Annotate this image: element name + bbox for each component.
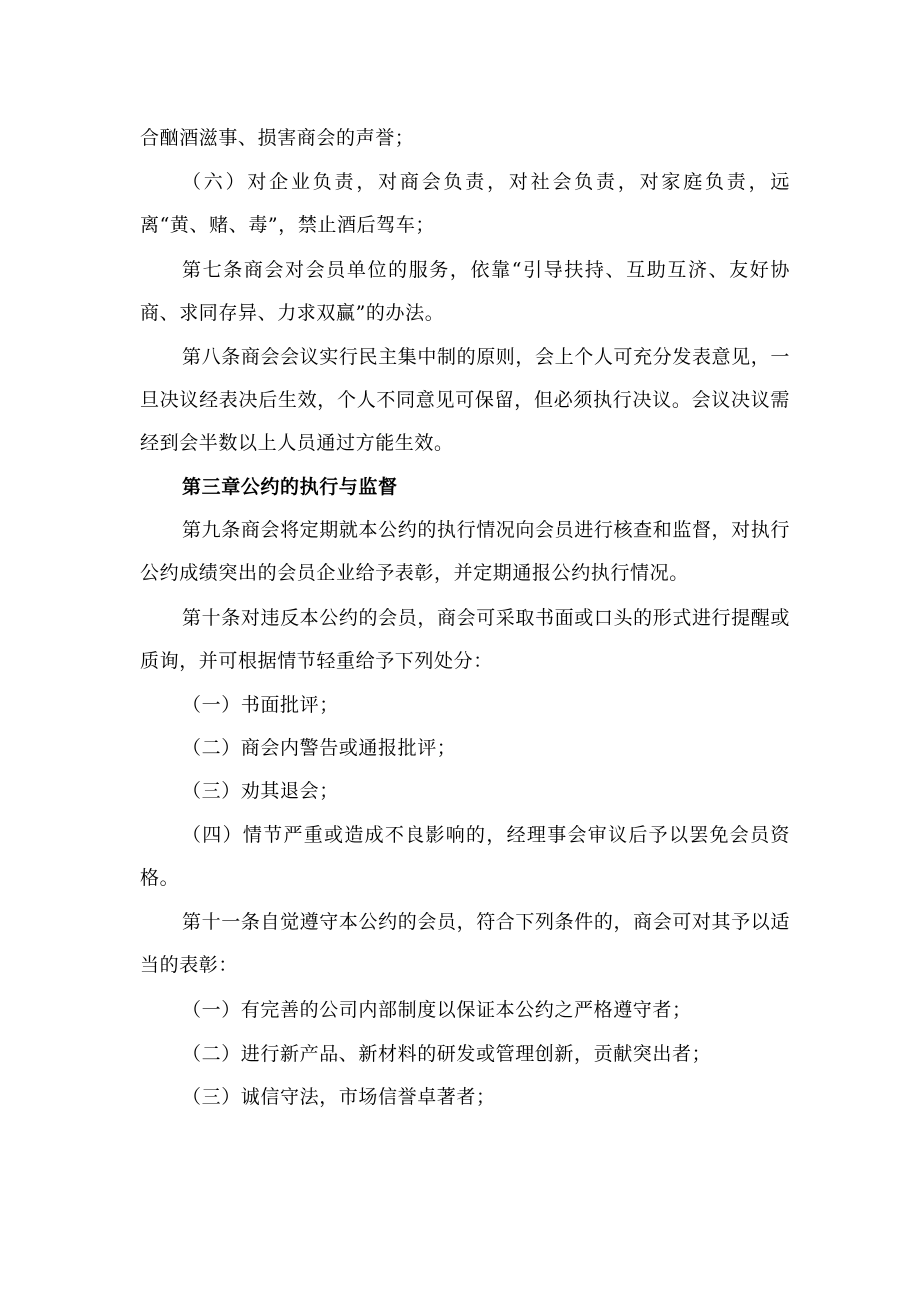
list-item-award-1: （一）有完善的公司内部制度以保证本公约之严格遵守者；: [182, 999, 692, 1021]
paragraph-item-six: （六）对企业负责，对商会负责，对社会负责，对家庭负责，远离“黄、赌、毒”，禁止酒后驾车；: [140, 171, 790, 236]
list-item-penalty-1: （一）书面批评；: [182, 694, 339, 716]
paragraph-article-11: 第十一条自觉遵守本公约的会员，符合下列条件的，商会可对其予以适当的表彰：: [140, 911, 790, 976]
paragraph-article-7: 第七条商会对会员单位的服务，依靠“引导扶持、互助互济、友好协商、求同存异、力求双赢”的办法。: [140, 259, 790, 324]
paragraph-article-10: 第十条对违反本公约的会员，商会可采取书面或口头的形式进行提醒或质询，并可根据情节轻重给予下列处分：: [140, 607, 790, 672]
list-item-award-3: （三）诚信守法，市场信誉卓著者；: [182, 1086, 496, 1108]
list-item-penalty-4: （四）情节严重或造成不良影响的，经理事会审议后予以罢免会员资格。: [140, 824, 790, 889]
list-item-penalty-2: （二）商会内警告或通报批评；: [182, 737, 457, 759]
paragraph-continuation: 合酗酒滋事、损害商会的声誉；: [140, 127, 415, 149]
paragraph-article-9: 第九条商会将定期就本公约的执行情况向会员进行核查和监督，对执行公约成绩突出的会员企业给予表彰，并定期通报公约执行情况。: [140, 519, 790, 584]
list-item-penalty-3: （三）劝其退会；: [182, 780, 339, 802]
list-item-award-2: （二）进行新产品、新材料的研发或管理创新，贡献突出者；: [182, 1043, 712, 1065]
paragraph-article-8: 第八条商会会议实行民主集中制的原则，会上个人可充分发表意见，一旦决议经表决后生效，个人不同意见可保留，但必须执行决议。会议决议需经到会半数以上人员通过方能生效。: [140, 346, 790, 454]
chapter-heading: 第三章公约的执行与监督: [182, 476, 398, 498]
